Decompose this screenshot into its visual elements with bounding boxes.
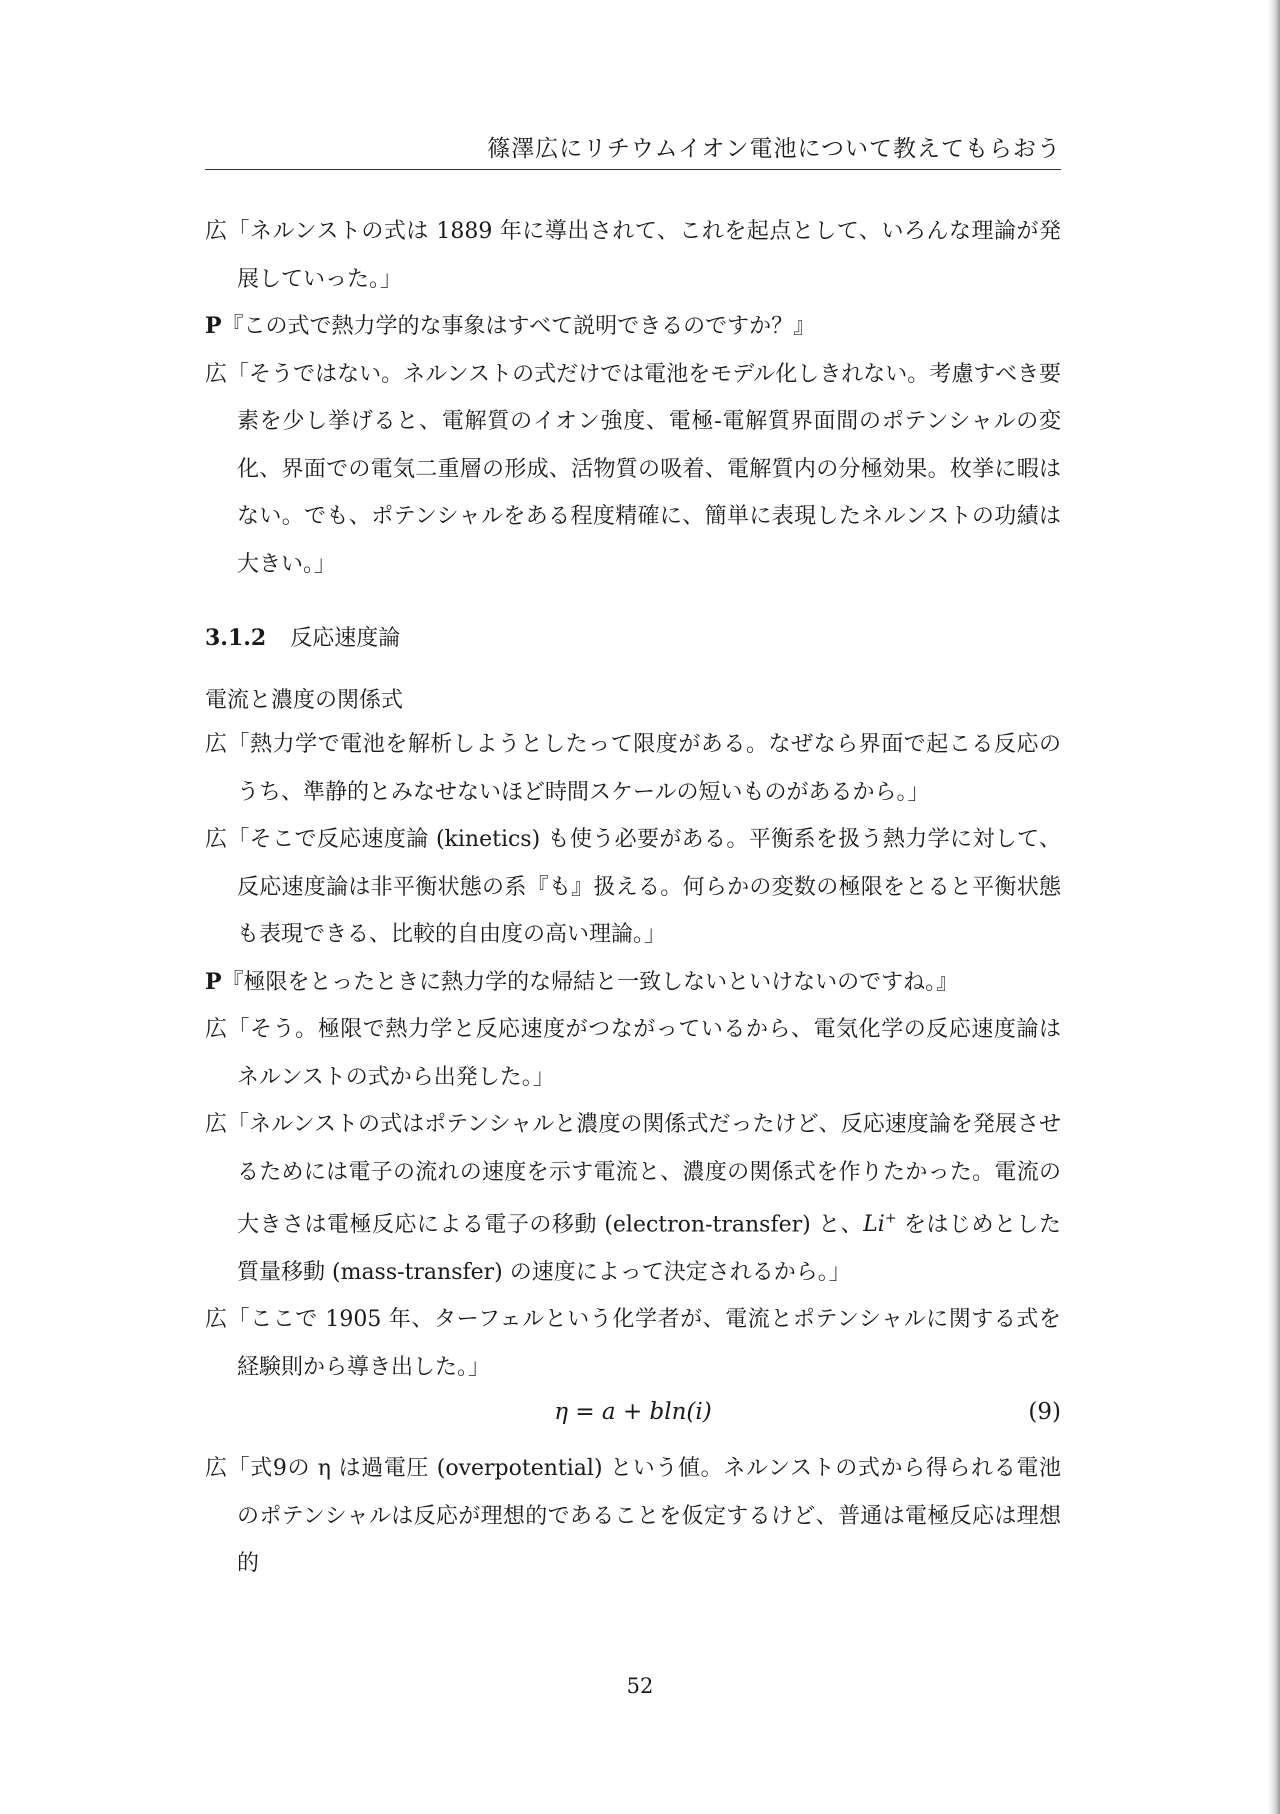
- dialogue-text: 「熱力学で電池を解析しようとしたって限度がある。なぜなら界面で起こる反応のうち、準静的とみなせないほど時間スケールの短いものがあるから。」: [227, 732, 1061, 805]
- dialogue-text: 『この式で熱力学的な事象はすべて説明できるのですか？』: [221, 314, 816, 339]
- page-number: 52: [626, 1674, 654, 1698]
- dialogue-text: 「式9の η は過電圧 (overpotential) という値。ネルンストの式から得られる電池のポテンシャルは反応が理想的であることを仮定するけど、普通は電極反応は理想的: [227, 1456, 1061, 1577]
- dialogue-text: をはじめとした質量移動 (mass-transfer) の速度によって決定されるから。」: [237, 1212, 1061, 1285]
- dialogue-line: [205, 1101, 1061, 1296]
- speaker-label: P: [205, 968, 222, 995]
- dialogue-line: [205, 303, 1061, 351]
- speaker-label: 広: [205, 1307, 228, 1333]
- dialogue-line: [205, 208, 1061, 303]
- dialogue-text: 「そう。極限で熱力学と反応速度がつながっているから、電気化学の反応速度論はネルンストの式から出発した。」: [227, 1017, 1061, 1090]
- dialogue-text: 「ネルンストの式は 1889 年に導出されて、これを起点として、いろんな理論が発展していった。」: [227, 219, 1061, 292]
- dialogue-text: 「そうではない。ネルンストの式だけでは電池をモデル化しきれない。考慮すべき要素を少し挙げると、電解質のイオン強度、電極-電解質界面間のポテンシャルの変化、界面での電気二重層の形成、活物質の吸着、電解質内の分極効果。枚挙に暇はない。でも、ポテンシャルをある程度精確に、簡単に表現したネルンストの功績は大きい。」: [227, 361, 1061, 577]
- dialogue-text: 『極限をとったときに熱力学的な帰結と一致しないといけないのですね。』: [221, 969, 959, 995]
- dialogue-line: [205, 351, 1061, 589]
- dialogue-text: 「そこで反応速度論 (kinetics) も使う必要がある。平衡系を扱う熱力学に対して、反応速度論は非平衡状態の系『も』扱える。何らかの変数の極限をとると平衡状態も表現できる、比較的自由度の高い理論。」: [227, 827, 1061, 947]
- dialogue-text: 「ここで 1905 年、ターフェルという化学者が、電流とポテンシャルに関する式を経験則から導き出した。」: [227, 1307, 1061, 1380]
- subheading: 電流と濃度の関係式: [205, 688, 404, 713]
- scan-edge: [1268, 0, 1280, 1814]
- lithium-ion-symbol: Li+: [863, 1211, 897, 1238]
- equation-row: [205, 1391, 1061, 1445]
- speaker-label: 広: [205, 827, 228, 852]
- running-head: 篠澤広にリチウムイオン電池について教えてもらおう: [205, 130, 1061, 170]
- section-title: 反応速度論: [290, 626, 401, 651]
- speaker-label: 広: [205, 1456, 228, 1482]
- dialogue-line: [205, 816, 1061, 959]
- dialogue-text: 「ネルンストの式はポテンシャルと濃度の関係式だったけど、反応速度論を発展させるためには電子の流れの速度を示す電流と、濃度の関係式を作りたかった。電流の大きさは電極反応による電子の移動 (electron-transfer) と、: [227, 1112, 1061, 1238]
- speaker-label: 広: [205, 1017, 228, 1042]
- dialogue-line: [205, 1445, 1061, 1588]
- speaker-label: P: [205, 313, 222, 339]
- section-heading: [205, 618, 1061, 659]
- speaker-label: 広: [205, 361, 228, 387]
- dialogue-line: [205, 959, 1061, 1007]
- speaker-label: 広: [205, 219, 228, 244]
- speaker-label: 広: [205, 732, 228, 757]
- page-body: [205, 208, 1061, 1588]
- dialogue-line: [205, 1006, 1061, 1101]
- speaker-label: 広: [205, 1112, 228, 1137]
- section-number: 3.1.2: [205, 625, 267, 651]
- dialogue-line: [205, 1296, 1061, 1391]
- tafel-equation: η = a + bln(i): [554, 1399, 712, 1426]
- equation-number: (9): [1028, 1399, 1061, 1426]
- dialogue-line: [205, 721, 1061, 816]
